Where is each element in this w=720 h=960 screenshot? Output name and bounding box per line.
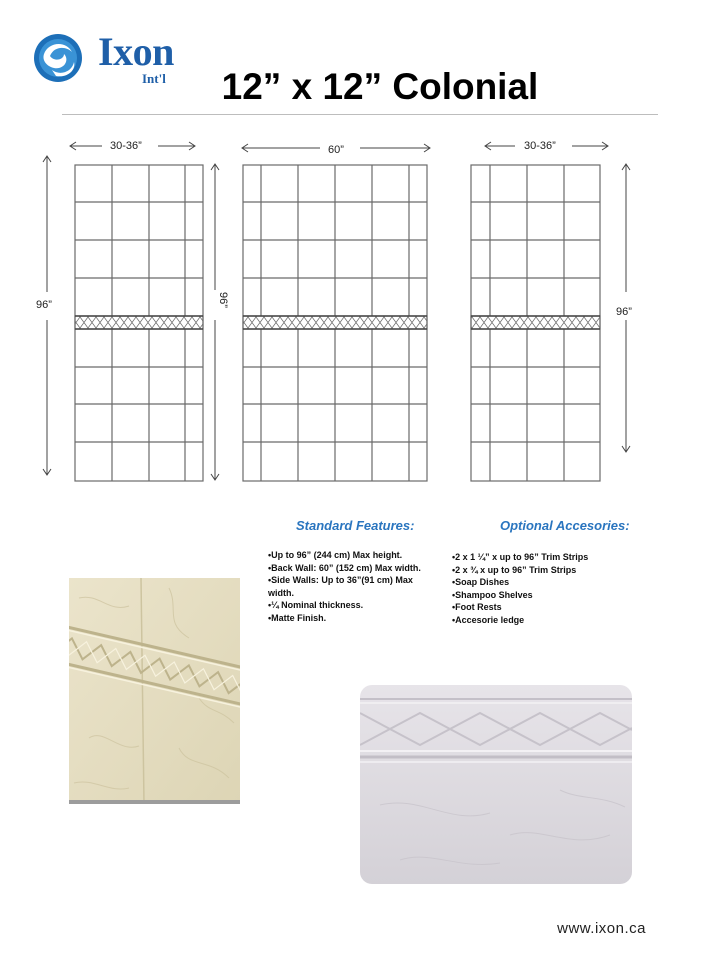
right-height-label: 96” [616, 306, 632, 318]
back-width-label: 60” [328, 144, 344, 156]
left-height-arrow [43, 156, 51, 475]
back-height-label: 96” [217, 292, 229, 308]
list-item: • Matte Finish. [268, 612, 440, 625]
optional-accessories-list [452, 551, 652, 626]
list-item: • Shampoo Shelves [452, 589, 652, 602]
list-item: • Side Walls: Up to 36”(91 cm) Max width. [268, 574, 440, 599]
list-item: • Back Wall: 60” (152 cm) Max width. [268, 562, 440, 575]
back-height-arrow [211, 164, 219, 480]
list-item: • Soap Dishes [452, 576, 652, 589]
left-width-label: 30-36” [110, 140, 142, 152]
beige-panel-photo [69, 578, 240, 804]
list-item: • ¼ Nominal thickness. [268, 599, 440, 612]
logo-subtitle: Int'l [142, 71, 166, 86]
list-item: • Foot Rests [452, 601, 652, 614]
left-side-panel [75, 165, 203, 481]
header-divider [62, 114, 658, 115]
grey-panel-photo [360, 685, 632, 884]
wall-panel-diagram [0, 130, 720, 490]
list-item: • 2 x 1 ¼” x up to 96” Trim Strips [452, 551, 652, 564]
back-wall-panel [243, 165, 427, 481]
standard-features-list [268, 549, 440, 624]
page-title: 12” x 12” Colonial [221, 66, 539, 107]
optional-accessories-heading: Optional Accesories: [500, 518, 630, 533]
list-item: • 2 x ¾ x up to 96” Trim Strips [452, 564, 652, 577]
right-side-panel [471, 165, 600, 481]
list-item: • Accesorie ledge [452, 614, 652, 627]
standard-features-heading: Standard Features: [296, 518, 415, 533]
website-url[interactable]: www.ixon.ca [557, 920, 646, 937]
logo-name: Ixon [98, 29, 174, 74]
right-width-label: 30-36” [524, 140, 556, 152]
left-height-label: 96” [36, 299, 52, 311]
list-item: • Up to 96” (244 cm) Max height. [268, 549, 440, 562]
